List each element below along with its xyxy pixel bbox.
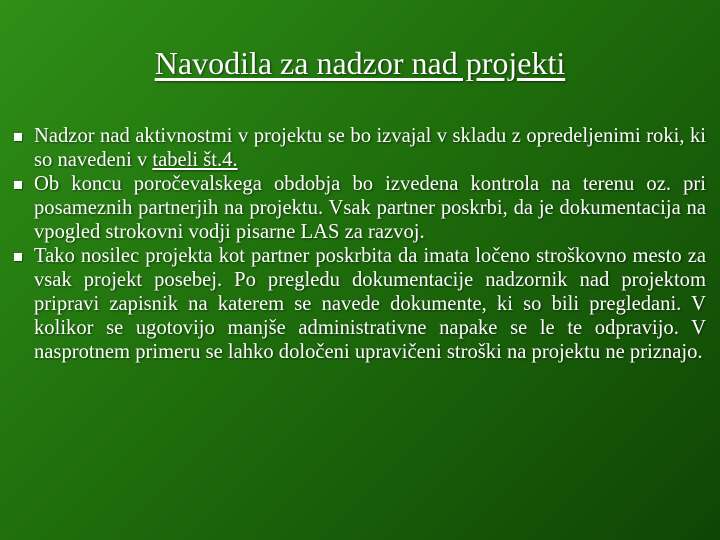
bullet-list [14,124,706,364]
bullet-item [14,172,706,244]
bullet-item [14,124,706,172]
bullet-text: Ob koncu poročevalskega obdobja bo izvedena kontrola na terenu oz. pri posameznih partnerjih na projektu. Vsak partner poskrbi, da je dokumentacija na vpogled strokovni vodji pisarne LAS za razvoj. [34,173,706,243]
square-bullet-icon [14,133,22,141]
square-bullet-icon [14,253,22,261]
square-bullet-icon [14,181,22,189]
bullet-text: Nadzor nad aktivnostmi v projektu se bo izvajal v skladu z opredeljenimi roki, ki so navedeni v [34,125,706,171]
bullet-text: Tako nosilec projekta kot partner poskrbita da imata ločeno stroškovno mesto za vsak projekt posebej. Po pregledu dokumentacije nadzornik nad projektom pripravi zapisnik na katerem se navede dokumente, ki so bili pregledani. V kolikor se ugotovijo manjše administrativne napake se le te odpravijo. V nasprotnem primeru se lahko določeni upravičeni stroški na projektu ne priznajo. [34,245,706,363]
table-reference-link[interactable]: tabeli št.4. [152,149,238,171]
bullet-item [14,244,706,364]
slide-title: Navodila za nadzor nad projekti [154,45,566,81]
